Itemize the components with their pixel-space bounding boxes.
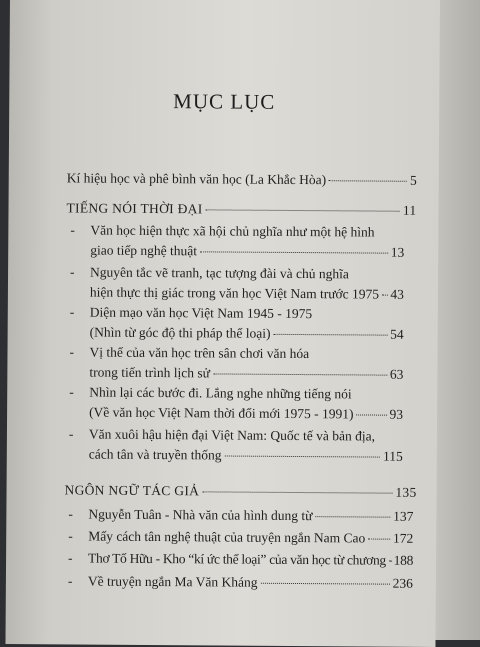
book-page	[5, 0, 440, 647]
toc-item	[70, 262, 404, 304]
bullet-dash: -	[69, 304, 75, 320]
entry-line: Diện mạo văn học Việt Nam 1945 - 1975	[89, 304, 313, 322]
entry-text: Kí hiệu học và phê bình văn học (La Khắc Hòa)	[66, 170, 327, 188]
leader-dots	[274, 334, 388, 336]
entry-line: Nhìn lại các bước đi. Lắng nghe những tiếng nói	[89, 384, 352, 402]
toc-item	[70, 302, 404, 344]
toc-item	[68, 504, 413, 526]
toc-item	[69, 424, 403, 466]
bullet-dash: -	[69, 384, 74, 400]
entry-line: (Về văn học Việt Nam thời đổi mới 1975 - 1991)	[89, 404, 354, 422]
section-heading-2	[64, 480, 416, 502]
entry-page: 13	[390, 244, 405, 260]
bullet-dash: -	[68, 426, 74, 442]
entry-page: 5	[409, 172, 417, 188]
bullet-dash: -	[68, 506, 73, 522]
entry-page: 236	[392, 575, 413, 591]
section-page: 135	[395, 484, 417, 500]
toc-item	[69, 342, 403, 384]
bullet-dash: -	[67, 573, 73, 589]
leader-dots	[206, 209, 400, 211]
bullet-dash: -	[68, 528, 73, 544]
toc-item	[70, 220, 404, 262]
bullet-dash: -	[70, 264, 75, 280]
leader-dots	[357, 414, 387, 415]
toc-item	[68, 548, 413, 570]
toc-item	[68, 571, 413, 593]
entry-line: Về truyện ngắn Ma Văn Kháng	[87, 573, 258, 590]
entry-line: Văn xuôi hậu hiện đại Việt Nam: Quốc tế và bản địa,	[88, 426, 376, 444]
entry-line: hiện thực thị giác trong văn học Việt Nam trước 1975	[89, 284, 380, 302]
page-title: MỤC LỤC	[173, 89, 276, 114]
leader-dots	[389, 561, 391, 562]
entry-page: 63	[389, 366, 404, 382]
leader-dots	[202, 491, 392, 493]
toc-entry-preface	[67, 168, 417, 190]
entry-page: 137	[393, 508, 414, 524]
leader-dots	[224, 456, 380, 458]
toc-item	[68, 526, 413, 548]
entry-line: Mấy cách tân nghệ thuật của truyện ngắn Nam Cao	[88, 528, 366, 546]
leader-dots	[382, 295, 387, 296]
toc-item	[69, 382, 403, 424]
section-title: TIẾNG NÓI THỜI ĐẠI	[66, 200, 203, 217]
entry-page: 54	[390, 326, 404, 342]
section-title: NGÔN NGỮ TÁC GIẢ	[64, 482, 200, 499]
entry-line: cách tân và truyền thống	[88, 446, 222, 463]
leader-dots	[329, 180, 407, 182]
leader-dots	[200, 251, 388, 253]
section-heading-1	[66, 198, 416, 220]
entry-line: (Nhìn từ góc độ thi pháp thể loại)	[89, 324, 271, 341]
entry-line: giao tiếp nghệ thuật	[90, 242, 198, 259]
entry-line: Vị thế của văn học trên sân chơi văn hóa	[89, 344, 310, 362]
leader-dots	[368, 539, 390, 540]
entry-page: 43	[390, 286, 404, 302]
entry-line: trong tiến trình lịch sử	[89, 364, 210, 381]
bullet-dash: -	[69, 344, 75, 360]
entry-line: Văn học hiện thực xã hội chủ nghĩa như một hệ hình	[90, 222, 375, 240]
entry-line: Thơ Tố Hữu - Kho “kí ức thể loại” của văn học từ chương	[88, 550, 386, 568]
entry-line: Nguyễn Tuân - Nhà văn của hình dung từ	[88, 506, 313, 524]
entry-page: 188	[393, 552, 414, 568]
entry-page: 172	[392, 530, 414, 546]
leader-dots	[213, 373, 387, 375]
section-page: 11	[402, 202, 417, 218]
entry-page: 93	[389, 406, 404, 422]
entry-line: Nguyên tắc vẽ tranh, tạc tượng đài và chủ nghĩa	[90, 264, 349, 282]
leader-dots	[260, 583, 389, 585]
bullet-dash: -	[68, 550, 73, 566]
leader-dots	[315, 516, 390, 518]
bullet-dash: -	[70, 222, 75, 238]
entry-page: 115	[382, 448, 403, 464]
